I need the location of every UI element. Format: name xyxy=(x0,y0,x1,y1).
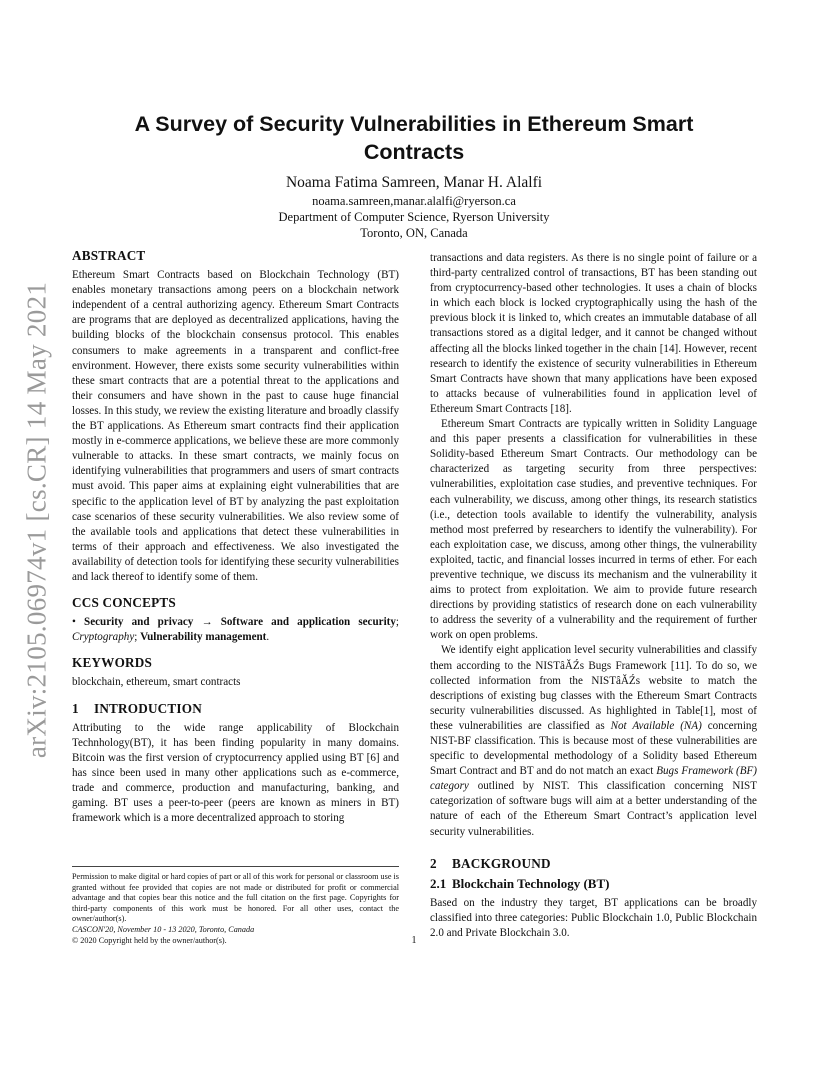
arxiv-identifier: arXiv:2105.06974v1 [cs.CR] 14 May 2021 xyxy=(21,281,52,759)
author-location: Toronto, ON, Canada xyxy=(360,226,468,240)
author-block xyxy=(100,173,728,241)
background-paragraph: Based on the industry they target, BT applications can be broadly classified into three categories: Public Blockchain 1.0, Public Blockchain 2.0 and Private Blockchain 3.0. xyxy=(430,896,757,940)
ccs-item-cryptography: Cryptography xyxy=(72,631,135,644)
author-email: noama.samreen,manar.alalfi@ryerson.ca xyxy=(312,194,516,208)
intro-paragraph-2: Ethereum Smart Contracts are typically written in Solidity Language and this paper presents a classification for vulnerabilities in these Solidity-based Ethereum Smart Contracts. Our methodology can be characterized as targeting security from three perspectives: vulnerabilities, exploitation case studies, and preventive techniques. For each vulnerability, we discuss, among other things, its research statistics (i.e., detection tools available to identify the vulnerability, analysis method most preferred by researchers to identify the vulnerability). For each exploitation case, we discuss, among other things, the vulnerability exploited, tactic, and financial losses incurred in terms of ether. For each preventive technique, we discuss its mechanism and the vulnerability it aims to protect from exploitation. We aim to provide future research directions by providing statistics of research done on each vulnerability to address the severity of a vulnerability and the requirement of further work on open problems. xyxy=(430,418,757,642)
author-department: Department of Computer Science, Ryerson University xyxy=(278,210,550,224)
left-column xyxy=(72,248,399,826)
arxiv-stamp xyxy=(12,280,62,760)
page-number: 1 xyxy=(411,935,417,946)
copyright-text: © 2020 Copyright held by the owner/author(s). xyxy=(72,935,227,945)
intro-paragraph-1-continued: transactions and data registers. As there is no single point of failure or a third-party centralized control of transactions, BT has been standing out from cryptocurrency-based other technologies. It uses a chain of blocks in which each block is locked cryptographically using the hash of the previous block it is linked to, which creates an immutable database of all transactions stored as a digital ledger, and it cannot be changed without affecting all the blocks linked together in the chain [14]. However, recent research to identify the existence of security vulnerabilities in Ethereum Smart Contracts have shown that many applications have been exposed to attacks because of vulnerabilities found in application level of Ethereum Smart Contracts [18]. xyxy=(430,252,757,415)
abstract-text: Ethereum Smart Contracts based on Blockchain Technology (BT) enables monetary transactions among peers on a blockchain network independent of a central authorizing agency. Ethereum Smart Contracts are programs that are deployed as decentralized applications, having the building blocks of the blockchain consensus protocol. This enables consumers to make agreements in a transparent and conflict-free environment. However, there exists some security vulnerabilities within these smart contracts that are a potential threat to the applications and their consumers and have shown in the past to cause huge financial losses. In this study, we review the existing literature and broadly classify the BT applications. As Ethereum smart contracts find their application mostly in e-commerce applications, we believe these are more commonly vulnerable to attacks. In these smart contracts, we mainly focus on identifying vulnerabilities that programmers and users of smart contracts must avoid. This paper aims at explaining eight vulnerabilities that are specific to the application level of BT by analyzing the past exploitation case scenarios of these security vulnerabilities. We also review some of the available tools and applications that detect these vulnerabilities in terms of their approach and effectiveness. We also investigated the availability of detection tools for identifying these security vulnerabilities and lack thereof to identify some of them. xyxy=(72,269,399,583)
intro-paragraph-1: Attributing to the wide range applicability of Blockchain Technhology(BT), it has been finding popularity in many domains. Bitcoin was the first version of cryptocurrency applied using BT [6] and has since been used in many other applications such as e-commerce, trade and commerce, production and manufacturing, banking, and gaming. BT uses a peer-to-peer (peers are known as miners in BT) framework which is a more decentralized approach to storing xyxy=(72,721,399,825)
ccs-bullet: • xyxy=(72,616,76,629)
ccs-item-security: Security and privacy → Software and application security xyxy=(84,616,396,629)
ccs-concepts: • Security and privacy → Software and application security; Cryptography; Vulnerability management. xyxy=(72,616,399,644)
keywords-text: blockchain, ethereum, smart contracts xyxy=(72,676,241,689)
abstract-heading: ABSTRACT xyxy=(72,248,146,263)
venue-text: CASCON'20, November 10 - 13 2020, Toronto, Canada xyxy=(72,924,255,934)
blockchain-subheading: 2.1 Blockchain Technology (BT) xyxy=(430,875,610,891)
intro-heading: 1 INTRODUCTION xyxy=(72,700,202,716)
ccs-heading: CCS CONCEPTS xyxy=(72,595,176,611)
background-heading: 2 BACKGROUND xyxy=(430,855,551,871)
author-names: Noama Fatima Samreen, Manar H. Alalfi xyxy=(285,174,543,191)
intro-paragraph-3: We identify eight application level security vulnerabilities and classify them according to the NISTâĂŹs Bugs Framework [11]. To do so, we collected information from the NISTâĂŹs website to match the descriptions of existing bug classes with the Ethereum Smart Contracts security vulnerabilities discussed. As highlighted in Table[1], most of these vulnerabilities are classified as Not Available (NA) concerning NIST-BF classification. This is because most of these vulnerabilities are specific to developmental methodology of a Solidity based Ethereum Smart Contract and BT and do not match an exact Bugs Framework (BF) category outlined by NIST. This classification concerning NIST categorization of software bugs will aim at a better understanding of the nature of each of the Ethereum Smart Contract’s application level security vulnerabilities. xyxy=(430,644,757,838)
right-column xyxy=(430,251,757,941)
permission-text: Permission to make digital or hard copies of part or all of this work for personal or classroom use is granted without fee provided that copies are not made or distributed for profit or commercial advantage and that copies bear this notice and the full citation on the first page. Copyrights for third-party components of this work must be honored. For all other uses, contact the owner/author(s). xyxy=(72,872,399,924)
keywords-heading: KEYWORDS xyxy=(72,655,153,671)
ccs-item-vulnerability: Vulnerability management xyxy=(140,631,267,644)
paper-title: A Survey of Security Vulnerabilities in Ethereum Smart Contracts xyxy=(134,112,694,164)
